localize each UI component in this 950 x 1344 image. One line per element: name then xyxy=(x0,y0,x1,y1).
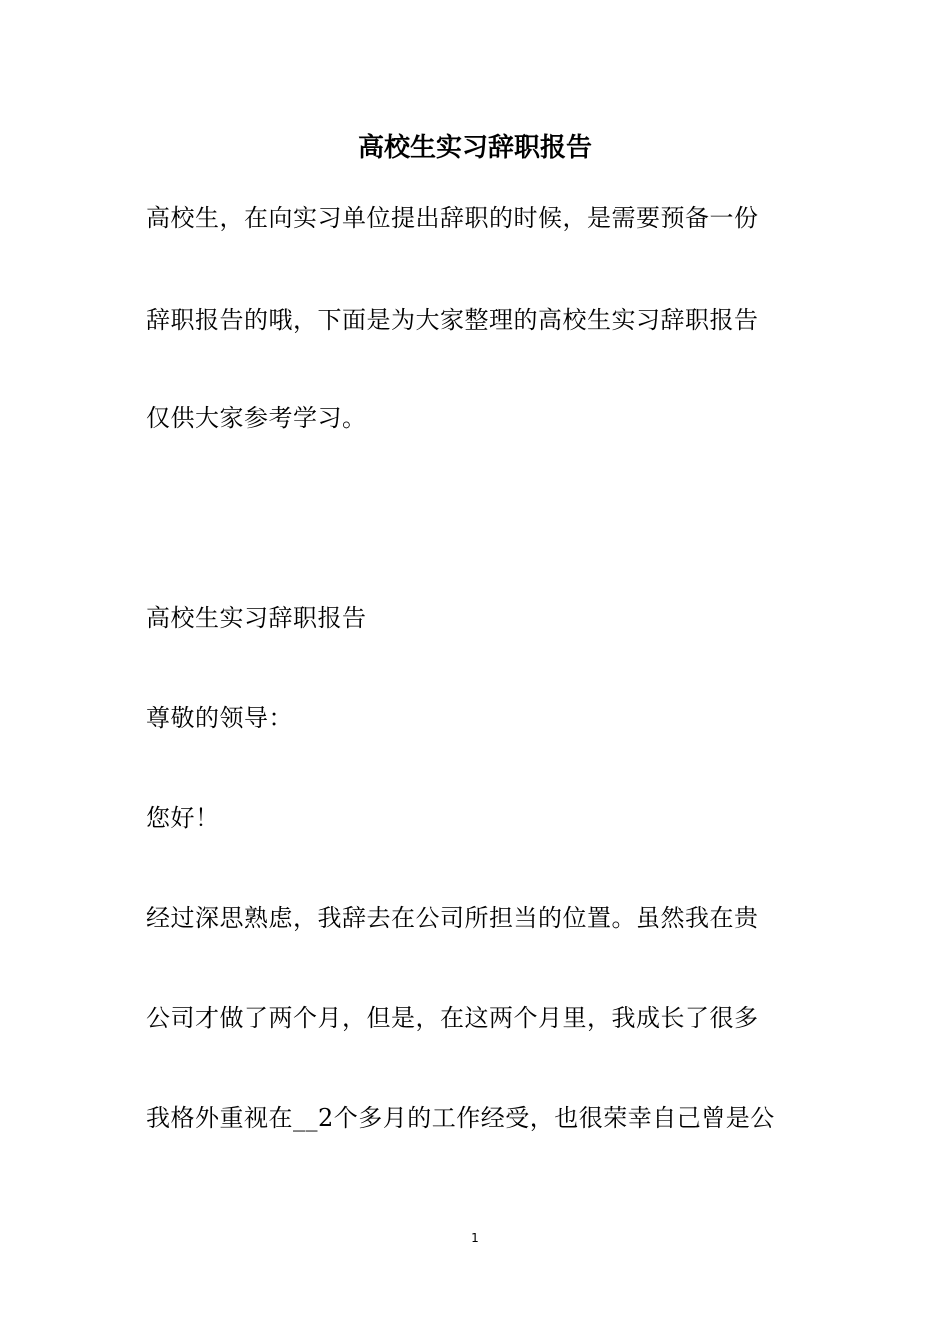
greeting: 您好！ xyxy=(146,804,220,832)
body-line: 经过深思熟虑，我辞去在公司所担当的位置。虽然我在贵 xyxy=(146,904,759,932)
letter-heading: 高校生实习辞职报告 xyxy=(146,604,367,632)
page-number: 1 xyxy=(471,1231,479,1245)
intro-line: 辞职报告的哦，下面是为大家整理的高校生实习辞职报告 xyxy=(146,306,759,334)
document-title: 高校生实习辞职报告 xyxy=(357,133,592,163)
salutation: 尊敬的领导： xyxy=(146,704,293,732)
intro-line: 高校生，在向实习单位提出辞职的时候，是需要预备一份 xyxy=(146,204,759,232)
body-line: 我格外重视在__2个多月的工作经受，也很荣幸自己曾是公 xyxy=(146,1104,775,1132)
intro-line: 仅供大家参考学习。 xyxy=(146,404,367,432)
body-line: 公司才做了两个月，但是，在这两个月里，我成长了很多 xyxy=(146,1004,759,1032)
